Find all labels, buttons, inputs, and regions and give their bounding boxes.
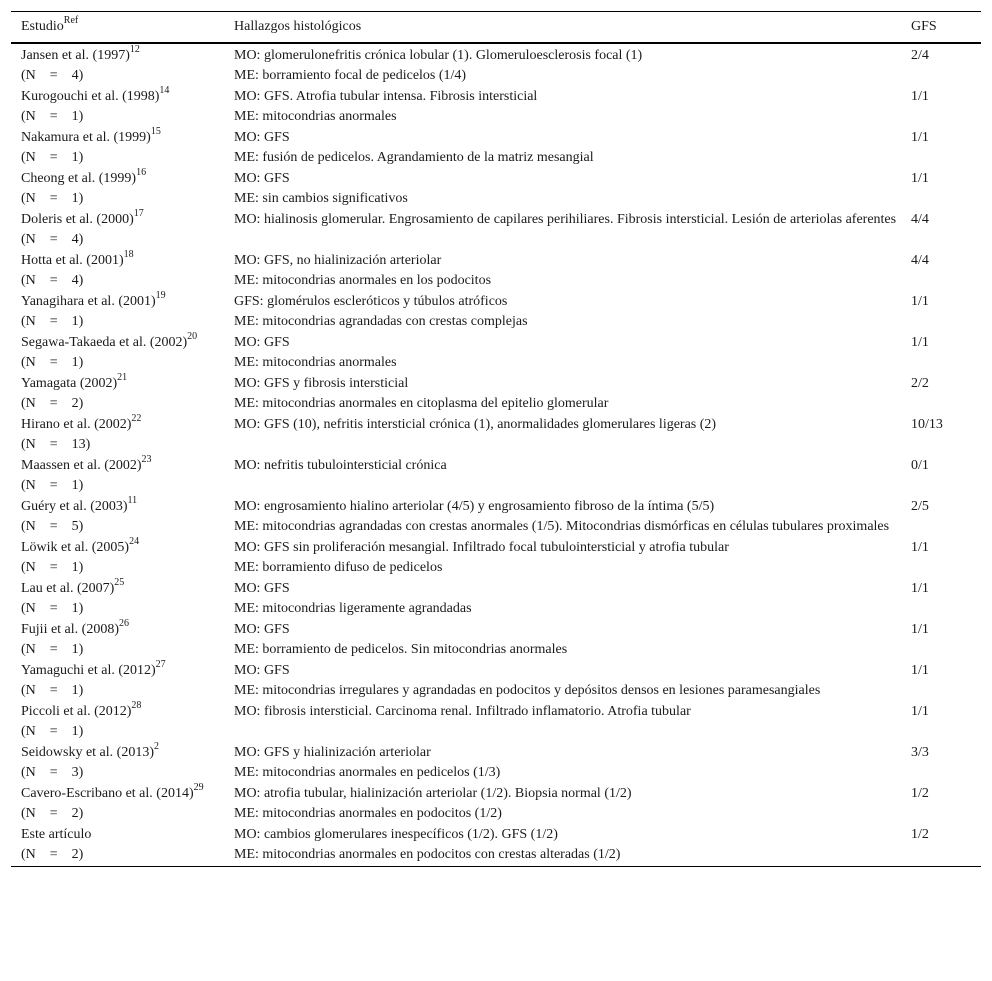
table-header [11, 12, 981, 44]
findings-mo: MO: GFS [234, 335, 290, 350]
study-ref: 20 [187, 331, 198, 343]
gfs-cell: 0/1 [911, 458, 929, 473]
gfs-cell: 10/13 [911, 417, 943, 432]
table-row [11, 456, 981, 497]
study-ref: 18 [123, 249, 134, 261]
gfs-cell: 1/1 [911, 704, 929, 719]
gfs-cell: 1/1 [911, 130, 929, 145]
study-ref: 27 [155, 659, 166, 671]
gfs-cell: 1/2 [901, 825, 981, 867]
study-cell [11, 210, 224, 251]
study-name: Fujii et al. (2008) [21, 622, 119, 637]
histology-table-container [11, 11, 981, 867]
findings-me: ME: mitocondrias anormales en los podocitos [234, 273, 492, 288]
gfs-cell: 4/4 [911, 212, 929, 227]
findings-me: ME: fusión de pedicelos. Agrandamiento de la matriz mesangial [234, 150, 594, 165]
header-study [11, 12, 224, 44]
study-name: Maassen et al. (2002) [21, 458, 142, 473]
study-cell [11, 415, 224, 456]
findings-cell [224, 169, 901, 210]
study-name: Cheong et al. (1999) [21, 171, 137, 186]
study-cell [11, 374, 224, 415]
study-cell [11, 87, 224, 128]
findings-mo: MO: GFS y fibrosis intersticial [234, 376, 409, 391]
table-row [11, 579, 981, 620]
study-cell [11, 251, 224, 292]
study-sample-size: (N = 1) [21, 150, 84, 165]
findings-cell [224, 538, 901, 579]
findings-mo: MO: fibrosis intersticial. Carcinoma renal. Infiltrado inflamatorio. Atrofia tubular [234, 704, 691, 719]
findings-cell [224, 456, 901, 497]
study-ref: 16 [136, 167, 147, 179]
study-sample-size: (N = 1) [21, 478, 84, 493]
findings-cell [224, 128, 901, 169]
findings-me: ME: mitocondrias anormales [234, 109, 397, 124]
findings-me: ME: mitocondrias anormales en podocitos (1/2) [234, 806, 502, 821]
study-sample-size: (N = 1) [21, 642, 84, 657]
findings-me: ME: mitocondrias agrandadas con crestas anormales (1/5). Mitocondrias dismórficas en células tubulares proximales [234, 519, 890, 534]
gfs-cell: 4/4 [911, 253, 929, 268]
study-cell [11, 620, 224, 661]
findings-me: ME: sin cambios significativos [234, 191, 408, 206]
findings-me: ME: mitocondrias anormales en pedicelos (1/3) [234, 765, 501, 780]
study-name: Hotta et al. (2001) [21, 253, 124, 268]
study-name: Piccoli et al. (2012) [21, 704, 132, 719]
study-cell [11, 43, 224, 87]
study-ref: 22 [131, 413, 142, 425]
table-row [11, 538, 981, 579]
study-sample-size: (N = 1) [21, 109, 84, 124]
findings-cell [224, 702, 901, 743]
table-row [11, 87, 981, 128]
study-name: Este artículo [21, 827, 92, 842]
table-row [11, 333, 981, 374]
header-row [11, 12, 981, 44]
findings-cell [224, 87, 901, 128]
study-name: Jansen et al. (1997) [21, 48, 130, 63]
findings-mo: MO: nefritis tubulointersticial crónica [234, 458, 447, 473]
findings-me: ME: mitocondrias agrandadas con crestas complejas [234, 314, 528, 329]
findings-mo: MO: GFS [234, 622, 290, 637]
study-name: Yanagihara et al. (2001) [21, 294, 156, 309]
findings-cell [224, 374, 901, 415]
study-ref: 23 [141, 454, 152, 466]
table-row [11, 292, 981, 333]
findings-me: ME: mitocondrias anormales en podocitos con crestas alteradas (1/2) [234, 847, 621, 862]
table-row [11, 415, 981, 456]
study-sample-size: (N = 13) [21, 437, 91, 452]
gfs-cell: 1/1 [911, 540, 929, 555]
table-row [11, 784, 981, 825]
findings-me: ME: borramiento focal de pedicelos (1/4) [234, 68, 467, 83]
study-sample-size: (N = 2) [21, 847, 84, 862]
study-name: Yamaguchi et al. (2012) [21, 663, 156, 678]
findings-mo: MO: GFS y hialinización arteriolar [234, 745, 431, 760]
gfs-cell: 1/1 [911, 89, 929, 104]
study-sample-size: (N = 3) [21, 765, 84, 780]
findings-cell [224, 415, 901, 456]
findings-mo: MO: GFS. Atrofia tubular intensa. Fibrosis intersticial [234, 89, 538, 104]
findings-mo: MO: glomerulonefritis crónica lobular (1). Glomeruloesclerosis focal (1) [234, 48, 643, 63]
study-cell [11, 292, 224, 333]
findings-cell [224, 333, 901, 374]
header-study-label: Estudio [21, 19, 64, 34]
table-row [11, 374, 981, 415]
findings-me: ME: borramiento de pedicelos. Sin mitocondrias anormales [234, 642, 568, 657]
study-cell [11, 456, 224, 497]
study-cell [11, 497, 224, 538]
header-gfs: GFS [911, 19, 937, 34]
study-sample-size: (N = 1) [21, 683, 84, 698]
findings-mo: MO: GFS [234, 663, 290, 678]
study-name: Lau et al. (2007) [21, 581, 115, 596]
header-study-sup: Ref [63, 15, 79, 27]
study-sample-size: (N = 2) [21, 396, 84, 411]
study-ref: 19 [155, 290, 166, 302]
study-cell [11, 784, 224, 825]
gfs-cell: 2/4 [911, 48, 929, 63]
study-name: Seidowsky et al. (2013) [21, 745, 154, 760]
gfs-cell: 1/1 [911, 622, 929, 637]
table-row [11, 169, 981, 210]
findings-me: ME: borramiento difuso de pedicelos [234, 560, 443, 575]
findings-mo: MO: GFS (10), nefritis intersticial crónica (1), anormalidades glomerulares ligeras (2) [234, 417, 717, 432]
study-sample-size: (N = 1) [21, 314, 84, 329]
study-cell [11, 169, 224, 210]
findings-cell [224, 661, 901, 702]
study-name: Yamagata (2002) [21, 376, 118, 391]
study-ref: 14 [159, 85, 170, 97]
findings-mo: MO: GFS sin proliferación mesangial. Infiltrado focal tubulointersticial y atrofia tubular [234, 540, 729, 555]
study-cell [11, 743, 224, 784]
study-ref: 12 [129, 44, 140, 56]
table-row [11, 497, 981, 538]
study-sample-size: (N = 1) [21, 560, 84, 575]
findings-mo: MO: GFS [234, 581, 290, 596]
study-name: Kurogouchi et al. (1998) [21, 89, 160, 104]
table-body [11, 43, 981, 867]
table-row [11, 825, 981, 867]
study-cell [11, 538, 224, 579]
findings-cell [224, 292, 901, 333]
study-name: Löwik et al. (2005) [21, 540, 130, 555]
study-name: Nakamura et al. (1999) [21, 130, 151, 145]
findings-mo: MO: atrofia tubular, hialinización arteriolar (1/2). Biopsia normal (1/2) [234, 786, 632, 801]
study-name: Guéry et al. (2003) [21, 499, 128, 514]
findings-cell [224, 825, 901, 867]
study-name: Cavero-Escribano et al. (2014) [21, 786, 194, 801]
findings-cell [224, 251, 901, 292]
gfs-cell: 1/1 [911, 663, 929, 678]
table-row [11, 702, 981, 743]
study-name: Hirano et al. (2002) [21, 417, 132, 432]
study-ref: 17 [133, 208, 144, 220]
study-ref: 26 [119, 618, 129, 630]
findings-mo: GFS: glomérulos escleróticos y túbulos atróficos [234, 294, 508, 309]
study-name: Doleris et al. (2000) [21, 212, 134, 227]
study-ref: 15 [150, 126, 161, 138]
study-sample-size: (N = 2) [21, 806, 84, 821]
study-cell [11, 702, 224, 743]
table-row [11, 251, 981, 292]
findings-mo: MO: cambios glomerulares inespecíficos (1/2). GFS (1/2) [234, 827, 558, 842]
findings-mo: MO: hialinosis glomerular. Engrosamiento de capilares perihiliares. Fibrosis intersticial. Lesión de arteriolas aferentes [234, 212, 897, 227]
findings-cell [224, 579, 901, 620]
table-row [11, 661, 981, 702]
gfs-cell: 2/5 [911, 499, 929, 514]
study-ref: 24 [129, 536, 140, 548]
study-name: Segawa-Takaeda et al. (2002) [21, 335, 188, 350]
findings-me: ME: mitocondrias irregulares y agrandadas en podocitos y depósitos densos en lesiones paramesangiales [234, 683, 821, 698]
table-row [11, 210, 981, 251]
gfs-cell: 1/1 [911, 581, 929, 596]
gfs-cell: 1/1 [911, 171, 929, 186]
histology-table [11, 11, 981, 867]
findings-mo: MO: GFS, no hialinización arteriolar [234, 253, 442, 268]
gfs-cell: 1/2 [911, 786, 929, 801]
study-ref: 11 [127, 495, 138, 507]
study-sample-size: (N = 4) [21, 273, 84, 288]
study-sample-size: (N = 1) [21, 355, 84, 370]
findings-me: ME: mitocondrias anormales [234, 355, 397, 370]
study-ref: 21 [117, 372, 128, 384]
findings-mo: MO: GFS [234, 171, 290, 186]
study-ref: 29 [193, 782, 204, 794]
findings-cell [224, 497, 901, 538]
findings-mo: MO: GFS [234, 130, 290, 145]
study-sample-size: (N = 1) [21, 601, 84, 616]
findings-mo: MO: engrosamiento hialino arteriolar (4/5) y engrosamiento fibroso de la íntima (5/5) [234, 499, 715, 514]
findings-me: ME: mitocondrias ligeramente agrandadas [234, 601, 472, 616]
findings-cell [224, 784, 901, 825]
gfs-cell: 1/1 [911, 335, 929, 350]
study-ref: 25 [114, 577, 125, 589]
study-sample-size: (N = 4) [21, 68, 84, 83]
study-cell [11, 661, 224, 702]
study-cell [11, 333, 224, 374]
findings-cell [224, 743, 901, 784]
table-row [11, 43, 981, 87]
gfs-cell: 3/3 [911, 745, 929, 760]
study-ref: 2 [153, 741, 159, 753]
findings-cell [224, 620, 901, 661]
findings-me: ME: mitocondrias anormales en citoplasma del epitelio glomerular [234, 396, 609, 411]
study-sample-size: (N = 4) [21, 232, 84, 247]
study-sample-size: (N = 1) [21, 724, 84, 739]
study-sample-size: (N = 5) [21, 519, 84, 534]
gfs-cell: 2/2 [911, 376, 929, 391]
findings-cell [224, 43, 901, 87]
findings-cell [224, 210, 901, 251]
study-ref: 28 [131, 700, 142, 712]
study-cell [11, 579, 224, 620]
study-sample-size: (N = 1) [21, 191, 84, 206]
table-row [11, 128, 981, 169]
table-row [11, 743, 981, 784]
study-cell [11, 128, 224, 169]
study-cell [11, 825, 224, 867]
header-findings: Hallazgos histológicos [234, 19, 362, 34]
gfs-cell: 1/1 [911, 294, 929, 309]
table-row [11, 620, 981, 661]
